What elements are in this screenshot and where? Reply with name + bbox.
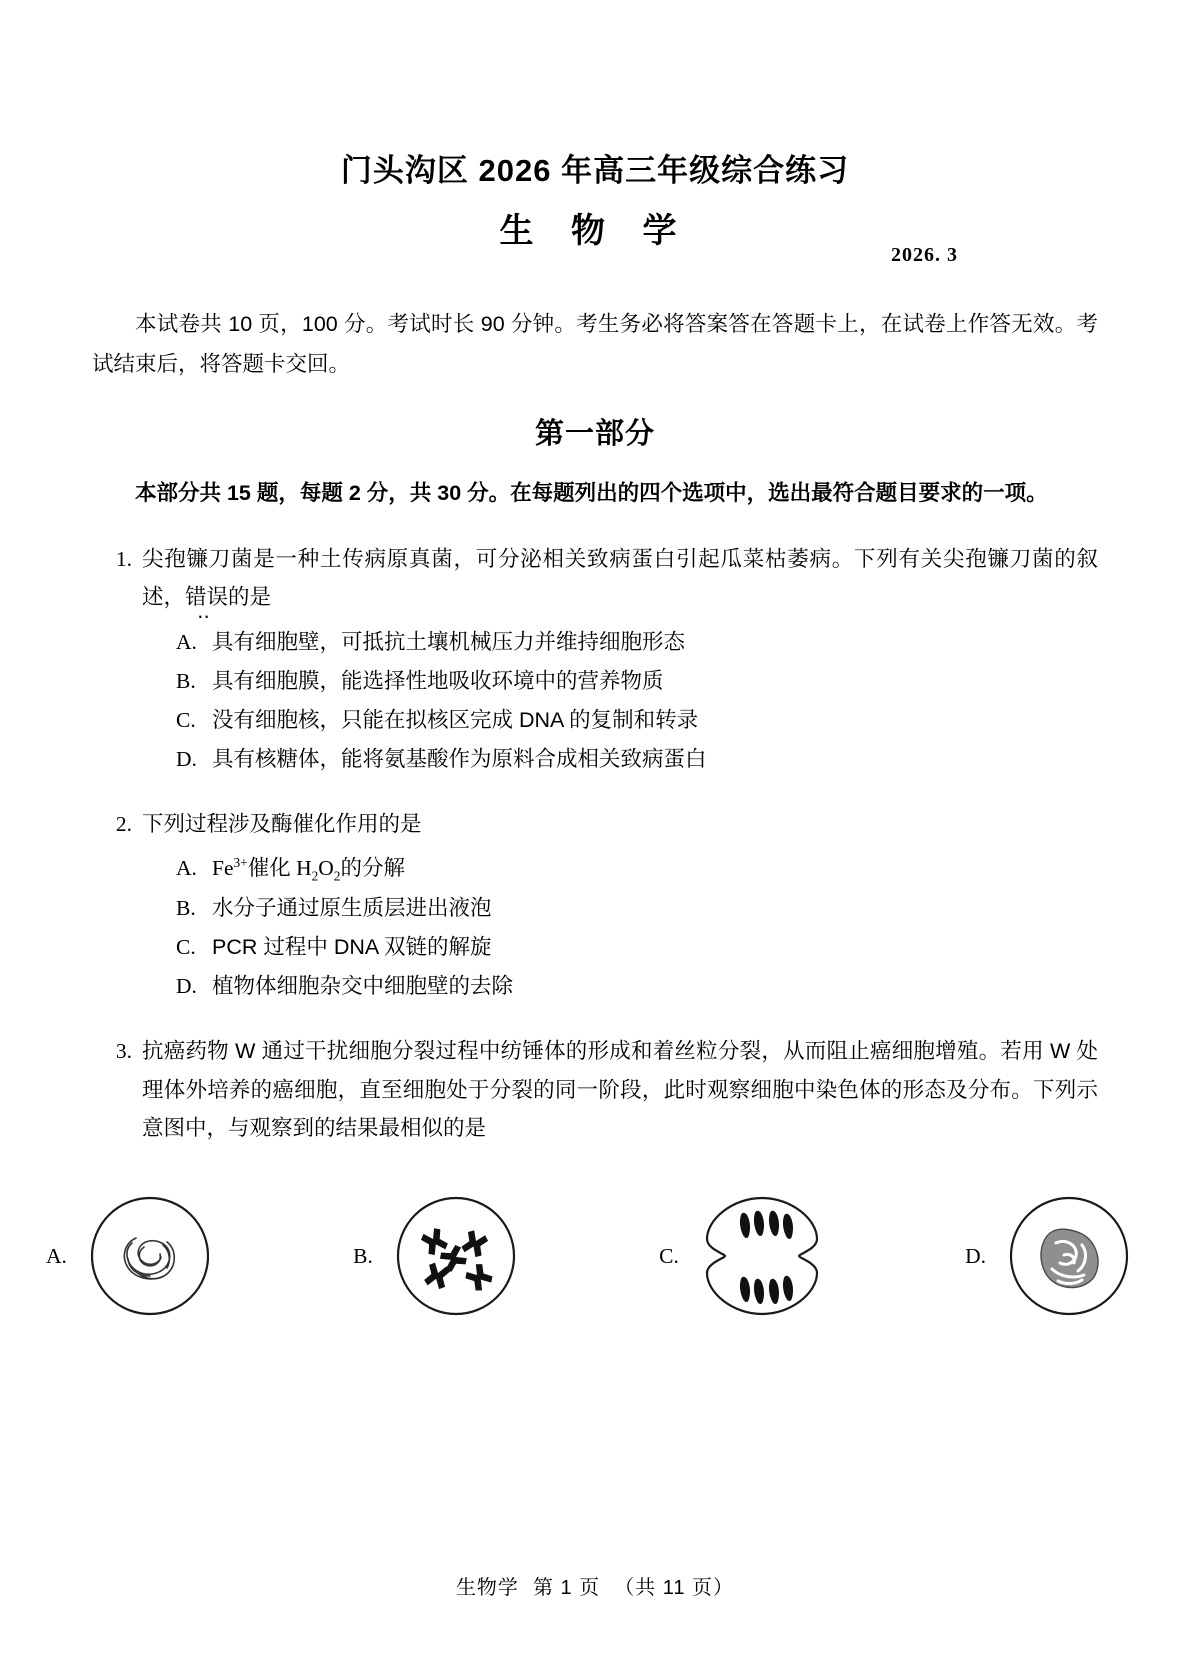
page-title: 门头沟区 2026 年高三年级综合练习: [340, 153, 850, 188]
exam-date: 2026. 3: [891, 244, 958, 267]
question-1-number: 1.: [115, 547, 132, 572]
scattered-condensed-chromosomes-cell-icon: [381, 1181, 531, 1331]
exam-notice: 本试卷共 10 页，100 分。考试时长 90 分钟。考生务必将答案答在答题卡上，在试卷上作答无效。考试结束后，将答题卡交回。: [92, 312, 1098, 376]
footer-subject: 生物学: [455, 1577, 519, 1599]
option-2-a[interactable]: [176, 849, 1098, 889]
question-1-stem-main: 尖孢镰刀菌是一种土传病原真菌，可分泌相关致病蛋白引起瓜菜枯萎病。下列有关尖孢镰刀菌的叙述，: [142, 547, 1098, 610]
figure-option-a-label: A.: [46, 1243, 67, 1268]
question-1-stem: [142, 540, 1098, 617]
subject-title: 生 物 学: [499, 212, 691, 251]
question-3-body: [142, 1032, 1098, 1147]
option-1-d-text: 具有核糖体，能将氨基酸作为原料合成相关致病蛋白: [212, 747, 707, 771]
option-2-c[interactable]: [176, 928, 1098, 967]
question-2-number: 2.: [115, 812, 132, 837]
option-1-b[interactable]: [176, 662, 1098, 701]
option-2-d-label: D.: [176, 974, 197, 999]
option-2-d-text: 植物体细胞杂交中细胞壁的去除: [212, 974, 514, 999]
question-1-stem-tail: 的是: [228, 585, 272, 610]
question-1-emphasis: 错误 ‥: [185, 585, 228, 609]
question-3-stem: 抗癌药物 W 通过干扰细胞分裂过程中纺锤体的形成和着丝粒分裂，从而阻止癌细胞增殖。若用 W 处理体外培养的癌细胞，直至细胞处于分裂的同一阶段，此时观察细胞中染色体的形态及分布。下列示意图中，与观察到的结果最相似的是: [142, 1039, 1098, 1140]
option-2-b[interactable]: [176, 889, 1098, 928]
figure-option-b[interactable]: [353, 1181, 531, 1331]
footer-page: 第 1 页: [532, 1577, 601, 1599]
part-one-description: 本部分共 15 题，每题 2 分，共 30 分。在每题列出的四个选项中，选出最符合题目要求的一项。: [135, 481, 1048, 506]
question-1: [92, 540, 1098, 779]
figure-option-b-label: B.: [353, 1243, 373, 1268]
question-2-stem: 下列过程涉及酶催化作用的是: [142, 812, 422, 837]
part-one-title: 第一部分: [534, 417, 655, 450]
tangled-chromatin-cell-icon: [75, 1181, 225, 1331]
option-1-a-label: A.: [176, 629, 197, 654]
footer-total: （共 11 页）: [614, 1577, 735, 1599]
question-3-figures: [0, 1181, 1190, 1331]
option-1-c[interactable]: [176, 701, 1098, 740]
option-2-c-label: C.: [176, 935, 196, 960]
option-2-d[interactable]: [176, 967, 1098, 1006]
question-1-body: [142, 540, 1098, 779]
option-1-c-text: 没有细胞核，只能在拟核区完成 DNA 的复制和转录: [212, 707, 699, 732]
option-1-d[interactable]: [176, 740, 1098, 779]
question-2: [92, 805, 1098, 1006]
dividing-cell-two-poles-icon: [687, 1181, 837, 1331]
figure-option-c[interactable]: [659, 1181, 837, 1331]
question-2-options: [142, 849, 1098, 1006]
option-2-a-text: $Fe^{3+}$催化 $H_2O_2$的分解: [212, 855, 405, 884]
figure-option-d[interactable]: [965, 1181, 1144, 1331]
figure-option-c-label: C.: [659, 1243, 679, 1268]
option-2-a-label: A.: [176, 856, 197, 881]
shaded-nucleus-cell-icon: [994, 1181, 1144, 1331]
option-1-c-label: C.: [176, 707, 196, 732]
option-1-a[interactable]: [176, 623, 1098, 662]
question-1-options: [142, 623, 1098, 780]
question-2-body: [142, 805, 1098, 1006]
option-2-c-text: PCR 过程中 DNA 双链的解旋: [212, 935, 492, 960]
question-3-number: 3.: [115, 1039, 132, 1064]
option-2-b-label: B.: [176, 895, 196, 920]
figure-option-a[interactable]: [46, 1181, 225, 1331]
option-1-a-text: 具有细胞壁，可抵抗土壤机械压力并维持细胞形态: [212, 629, 686, 654]
subject-row: [0, 213, 1190, 269]
option-2-b-text: 水分子通过原生质层进出液泡: [212, 895, 492, 920]
option-1-d-label: D.: [176, 747, 197, 771]
option-1-b-text: 具有细胞膜，能选择性地吸收环境中的营养物质: [212, 668, 664, 693]
page-footer: [0, 1571, 1190, 1600]
option-1-b-label: B.: [176, 668, 196, 693]
exam-content: [92, 305, 1098, 1147]
figure-option-d-label: D.: [965, 1243, 986, 1268]
question-3: [92, 1032, 1098, 1147]
